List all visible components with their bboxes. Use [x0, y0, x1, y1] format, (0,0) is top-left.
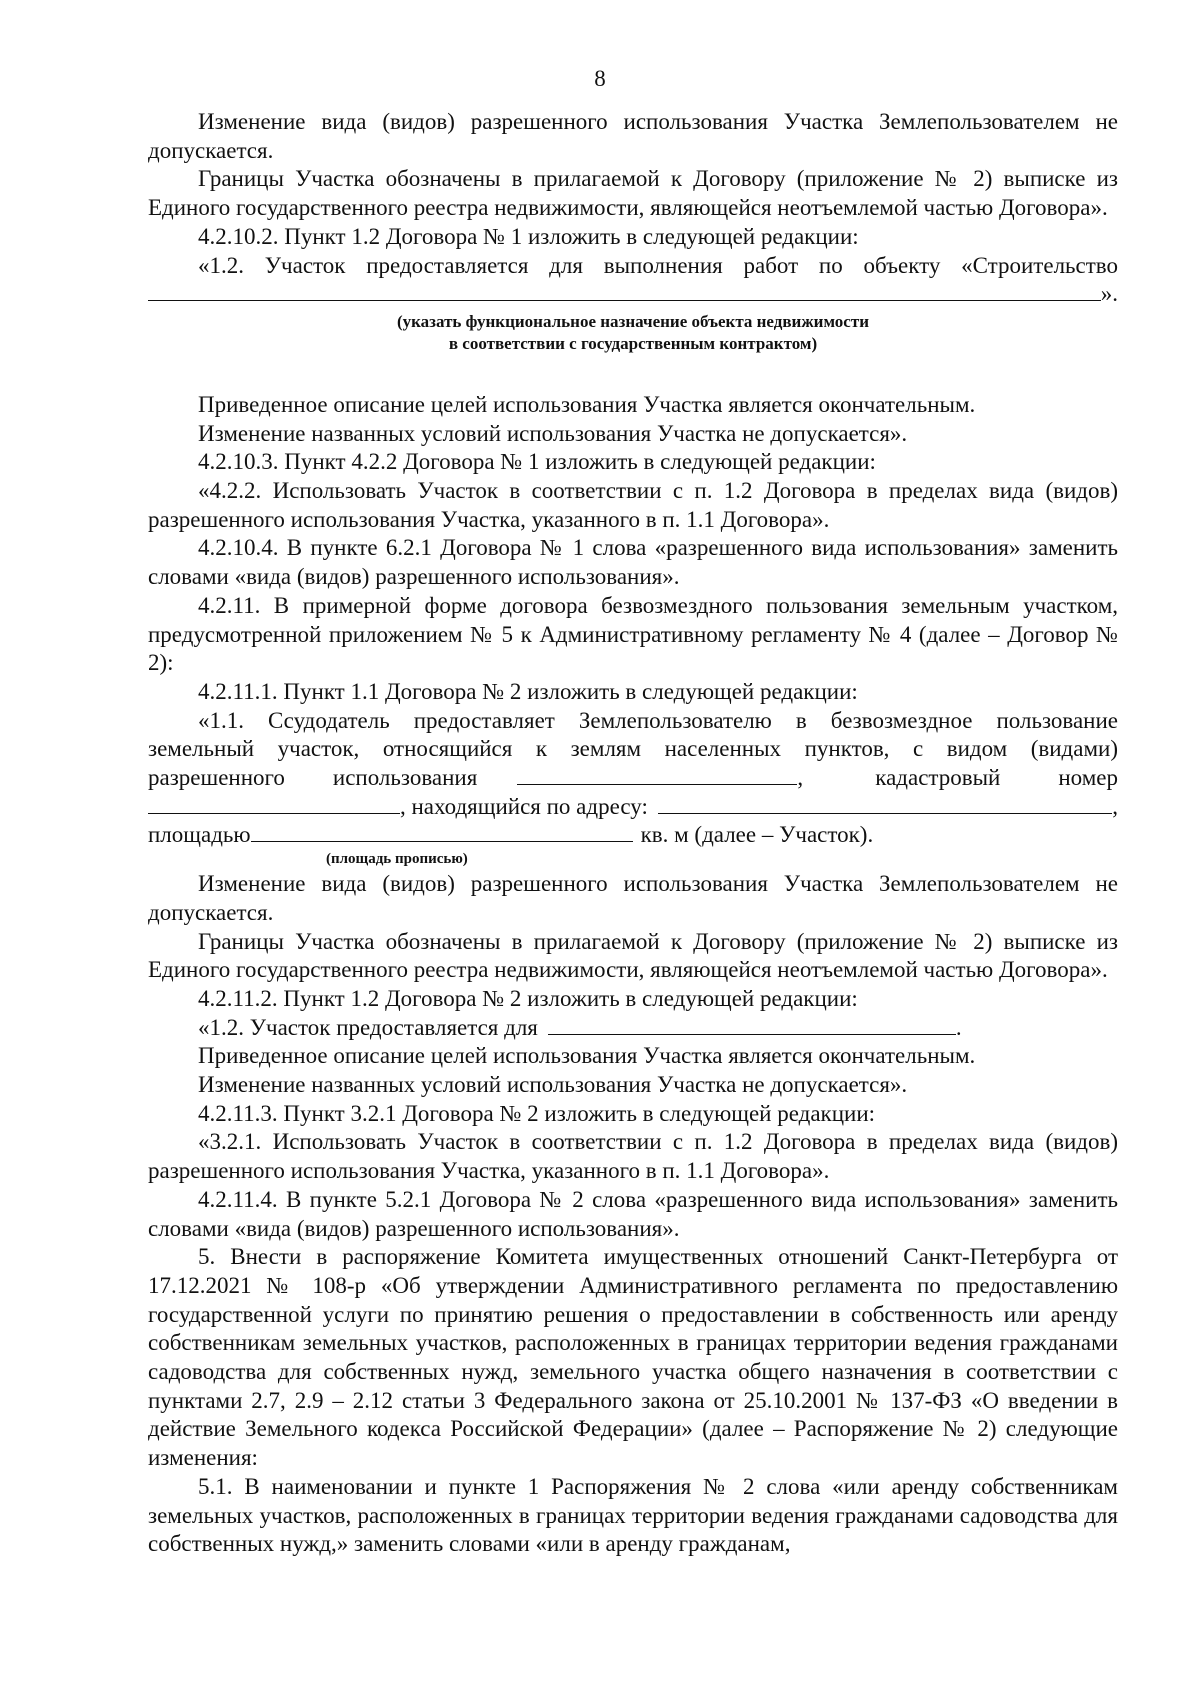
paragraph: Изменение названных условий использования Участка не допускается». — [198, 420, 908, 446]
form-label: площадью — [148, 822, 251, 848]
paragraph: 4.2.11.3. Пункт 3.2.1 Договора № 2 изложить в следующей редакции: — [198, 1100, 876, 1126]
paragraph: «4.2.2. Использовать Участок в соответствии с п. 1.2 Договора в пределах вида (видов) разрешенного использования Участка, указанного в п. 1.1 Договора». — [148, 478, 1118, 532]
blank-field — [548, 1014, 956, 1035]
paragraph: 4.2.11.2. Пункт 1.2 Договора № 2 изложить в следующей редакции: — [198, 985, 858, 1011]
form-label: , находящийся по адресу: — [400, 793, 648, 819]
paragraph: 4.2.10.3. Пункт 4.2.2 Договора № 1 изложить в следующей редакции: — [198, 449, 876, 475]
blank-line-row — [148, 280, 1118, 309]
paragraph: «1.2. Участок предоставляется для выполнения работ по объекту «Строительство — [198, 252, 1118, 278]
paragraph: Изменение названных условий использования Участка не допускается». — [198, 1072, 908, 1098]
paragraph: Приведенное описание целей использования Участка является окончательным. — [198, 1043, 976, 1069]
paragraph: Границы Участка обозначены в прилагаемой к Договору (приложение № 2) выписке из Единого государственного реестра недвижимости, являющейся неотъемлемой частью Договора». — [148, 166, 1118, 221]
paragraph: 4.2.11.1. Пункт 1.1 Договора № 2 изложить в следующей редакции: — [198, 678, 858, 704]
field-caption — [148, 311, 1118, 355]
closing-quote: ». — [1100, 281, 1118, 307]
form-label: . — [955, 1014, 962, 1040]
paragraph: 4.2.11. В примерной форме договора безвозмездного пользования земельным участком, предусмотренной приложением № 5 к Административному регламенту № 4 (далее – Договор № 2): — [148, 592, 1118, 676]
caption-line: в соответствии с государственным контрактом) — [448, 333, 818, 353]
paragraph: Изменение вида (видов) разрешенного использования Участка Землепользователем не допускается. — [148, 871, 1118, 925]
form-row-purpose — [148, 1014, 1118, 1043]
blank-field — [148, 793, 400, 814]
blank-field — [251, 821, 633, 842]
form-label: кв. м (далее – Участок). — [640, 822, 874, 848]
paragraph: 4.2.10.4. В пункте 6.2.1 Договора № 1 слова «разрешенного вида использования» заменить словами «вида (видов) разрешенного использования». — [148, 535, 1118, 590]
page-number: 8 — [594, 66, 606, 91]
paragraph: Приведенное описание целей использования Участка является окончательным. — [198, 391, 976, 417]
caption-line: (указать функциональное назначение объекта недвижимости — [396, 311, 869, 331]
form-label: кадастровый — [875, 765, 1001, 791]
field-caption: (площадь прописью) — [326, 851, 468, 868]
blank-field — [517, 764, 797, 785]
blank-field — [148, 280, 1101, 301]
form-label: , — [1112, 793, 1118, 819]
paragraph: 5. Внести в распоряжение Комитета имущественных отношений Санкт-Петербурга от 17.12.2021 № 108-р «Об утверждении Административного регламента по предоставлению государственной услуги по принятию решения о предоставлении в собственность или аренду собственникам земельных участков, расположенных в границах территории ведения гражданами садоводства для собственных нужд, земельного участка общего назначения в соответствии с пунктами 2.7, 2.9 – 2.12 статьи 3 Федерального закона от 25.10.2001 № 137-ФЗ «О введении в действие Земельного кодекса Российской Федерации» (далее – Распоряжение № 2) следующие изменения: — [148, 1244, 1118, 1471]
paragraph: 4.2.10.2. Пункт 1.2 Договора № 1 изложить в следующей редакции: — [198, 223, 859, 249]
form-row-area — [148, 821, 1118, 850]
paragraph: «3.2.1. Использовать Участок в соответствии с п. 1.2 Договора в пределах вида (видов) разрешенного использования Участка, указанного в п. 1.1 Договора». — [148, 1129, 1118, 1184]
form-label: разрешенного — [148, 765, 285, 791]
form-label: использования — [332, 765, 478, 791]
form-row-cadastral-address — [148, 793, 1118, 822]
blank-field — [658, 793, 1112, 814]
spacer — [148, 355, 1118, 391]
form-label: «1.2. Участок предоставляется для — [198, 1014, 538, 1040]
paragraph: «1.1. Ссудодатель предоставляет Землепользователю в безвозмездное пользование земельный участок, относящийся к землям населенных пунктов, с видом (видами) — [148, 707, 1118, 762]
form-label: номер — [1058, 765, 1118, 791]
paragraph: Границы Участка обозначены в прилагаемой к Договору (приложение № 2) выписке из Единого государственного реестра недвижимости, являющейся неотъемлемой частью Договора». — [148, 928, 1118, 983]
document-body — [148, 108, 1118, 1559]
paragraph: 5.1. В наименовании и пункте 1 Распоряжения № 2 слова «или аренду собственникам земельных участков, расположенных в границах территории ведения гражданами садоводства для собственных нужд,» заменить словами «или в аренду гражданам, — [148, 1473, 1118, 1557]
paragraph: Изменение вида (видов) разрешенного использования Участка Землепользователем не допускается. — [148, 109, 1118, 163]
form-row-permitted-use — [148, 764, 1118, 793]
paragraph: 4.2.11.4. В пункте 5.2.1 Договора № 2 слова «разрешенного вида использования» заменить словами «вида (видов) разрешенного использования». — [148, 1186, 1118, 1241]
form-label: , — [797, 765, 804, 791]
